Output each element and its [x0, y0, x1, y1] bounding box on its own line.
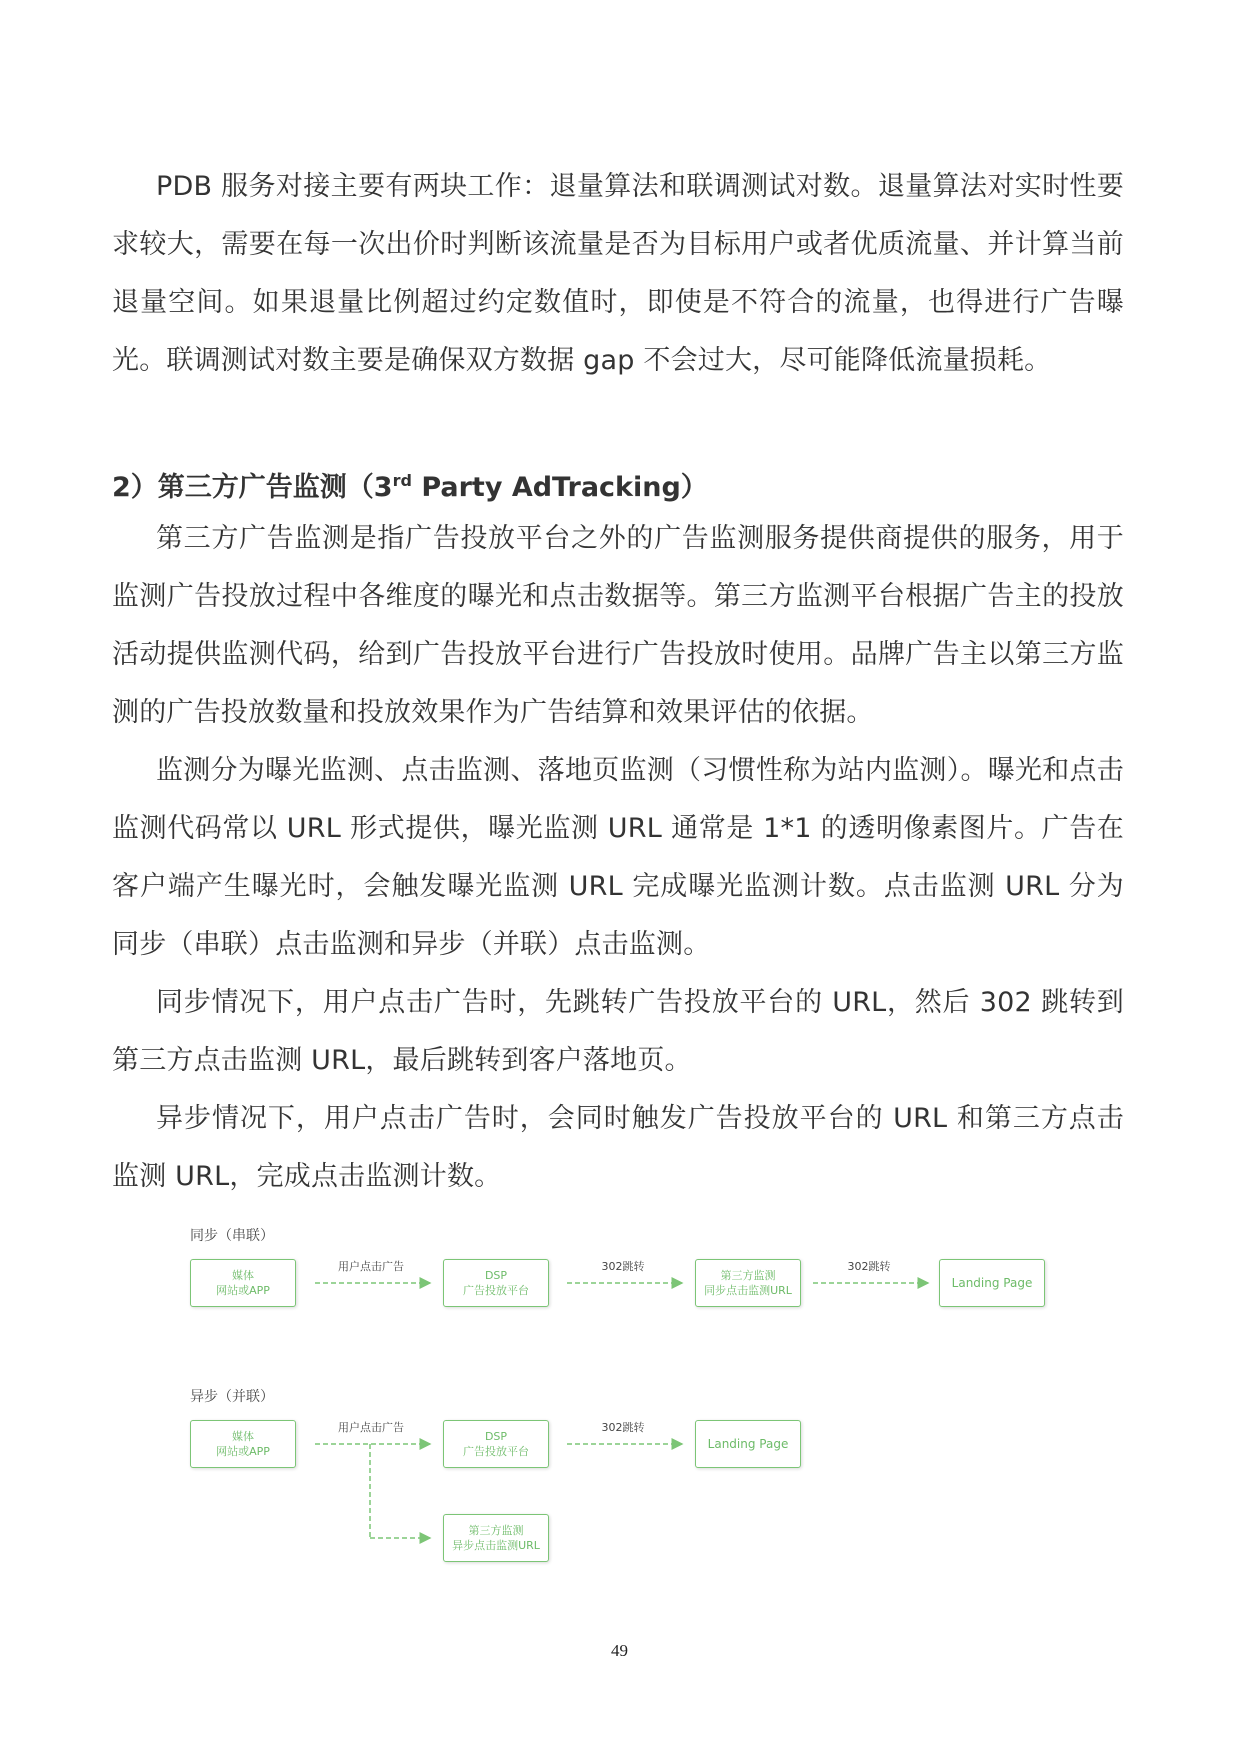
sync-arrow-label-2: 302跳转 — [601, 1260, 645, 1273]
paragraph-3rd-party: 第三方广告监测是指广告投放平台之外的广告监测服务提供商提供的服务，用于监测广告投放过程中各维度的曝光和点击数据等。第三方监测平台根据广告主的投放活动提供监测代码，给到广告投放平台进行广告投放时使用。品牌广告主以第三方监测的广告投放数量和投放效果作为广告结算和效果评估的依据。 — [112, 523, 1124, 728]
async-media-box — [190, 1420, 296, 1468]
paragraph-pdb: PDB 服务对接主要有两块工作：退量算法和联调测试对数。退量算法对实时性要求较大，需要在每一次出价时判断该流量是否为目标用户或者优质流量、并计算当前退量空间。如果退量比例超过约定数值时，即使是不符合的流量，也得进行广告曝光。联调测试对数主要是确保双方数据 gap 不会过大，尽可能降低流量损耗。 — [112, 171, 1124, 376]
sync-media-box — [190, 1259, 296, 1307]
sync-title: 同步（串联） — [190, 1228, 274, 1244]
async-title: 异步（并联） — [190, 1389, 274, 1405]
sync-3rd-party-box — [695, 1259, 801, 1307]
box-line1: Landing Page — [707, 1436, 789, 1451]
sync-arrow-label-3: 302跳转 — [847, 1260, 891, 1273]
paragraph-sync: 同步情况下，用户点击广告时，先跳转广告投放平台的 URL，然后 302 跳转到第三方点击监测 URL，最后跳转到客户落地页。 — [112, 987, 1124, 1076]
box-line2: 广告投放平台 — [463, 1445, 529, 1458]
async-landing-box — [695, 1420, 801, 1468]
box-line2: 网站或APP — [216, 1284, 270, 1297]
box-line1: 媒体 — [232, 1430, 254, 1443]
box-line2: 广告投放平台 — [463, 1284, 529, 1297]
box-line1: DSP — [484, 1430, 508, 1443]
box-line2: 异步点击监测URL — [452, 1539, 540, 1552]
paragraph-monitoring-types: 监测分为曝光监测、点击监测、落地页监测（习惯性称为站内监测）。曝光和点击监测代码常以 URL 形式提供，曝光监测 URL 通常是 1*1 的透明像素图片。广告在客户端产生曝光时，会触发曝光监测 URL 完成曝光监测计数。点击监测 URL 分为同步（串联）点击监测和异步（并联）点击监测。 — [112, 755, 1124, 960]
async-arrow-label-1: 用户点击广告 — [338, 1421, 404, 1434]
heading-prefix: 2）第三方广告监测（3 — [112, 472, 393, 503]
async-dsp-box — [443, 1420, 549, 1468]
async-arrow-label-2: 302跳转 — [601, 1421, 645, 1434]
box-line1: 媒体 — [232, 1269, 254, 1282]
heading-suffix: Party AdTracking） — [411, 472, 708, 503]
heading-sup: rd — [392, 471, 412, 490]
box-line2: 网站或APP — [216, 1445, 270, 1458]
box-line1: DSP — [484, 1269, 508, 1282]
sync-dsp-box — [443, 1259, 549, 1307]
box-line2: 同步点击监测URL — [704, 1284, 792, 1297]
box-line1: 第三方监测 — [720, 1269, 776, 1282]
sync-landing-box — [939, 1259, 1045, 1307]
box-line1: Landing Page — [951, 1275, 1033, 1290]
paragraph-async: 异步情况下，用户点击广告时，会同时触发广告投放平台的 URL 和第三方点击监测 URL，完成点击监测计数。 — [112, 1103, 1124, 1192]
box-line1: 第三方监测 — [468, 1524, 524, 1537]
page-number: 49 — [611, 1641, 628, 1660]
sync-arrow-label-1: 用户点击广告 — [338, 1260, 404, 1273]
async-3rd-party-box — [443, 1514, 549, 1562]
